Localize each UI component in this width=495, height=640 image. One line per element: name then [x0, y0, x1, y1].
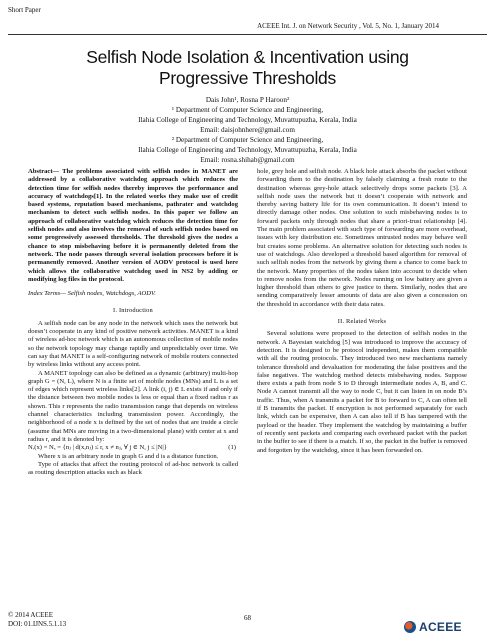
equation-body: Nᵣ(x) = Nₓ = {nⱼ | d(x,nⱼ) ≤ r, x ≠ nⱼ, ∀ j ∈ N, j ≤ |N|} — [28, 444, 167, 452]
title-line-1: Selfish Node Isolation & Incentivation using — [86, 47, 409, 67]
affiliation-line: ² Department of Computer Science and Engineering, — [171, 136, 324, 144]
paragraph: Several solutions were proposed to the detection of selfish nodes in the network. A Bayesian watchdog [5] was introduced to improve the accuracy of detection. It is designed to be protocol independent, makes them compatible with all the routing protocols. They introduced two new mechanisms namely tolerance threshold and devaluation for moderating the false positives and the false negatives. The watchdog method detects misbehaving nodes. Suppose there exists a path from node S to D through intermediate nodes A, B, and C. Node A cannot transmit all the way to node C, but it can listen in on node B’s traffic. Thus, when A transmits a packet for B to forward to C, A can often tell if B transmits the packet. If encryption is not performed separately for each link, which can be expensive, then A can also tell if B has tampered with the payload or the header. They implement the watchdog by maintaining a buffer of recently sent packets and comparing each overheard packet with the packet in the buffer to see if there is a match. If so, the packet in the buffer is removed and forgotten by the watchdog, since it has been forwarded on. — [257, 330, 467, 454]
left-column — [28, 168, 238, 477]
paper-title — [0, 47, 495, 89]
equation-number: (1) — [228, 444, 236, 452]
paragraph: A selfish node can be any node in the network which uses the network but doesn’t cooperate in any kind of positive network activities. MANET is a kind of wireless ad-hoc network which is an autonomous collection of mobile nodes so the network topology may change rapidly and unpredictably over time. We can say that MANET is a self-configuring network of mobile routers connected by wireless links without any access point. — [28, 319, 238, 369]
authors: Dais John¹, Rosna P Haroon² — [205, 96, 290, 104]
publisher-logo — [404, 620, 484, 634]
affiliation-line: Ilahia College of Engineering and Technology, Muvattupuzha, Kerala, India — [138, 146, 357, 154]
logo-text: ACEEE — [419, 620, 462, 634]
section-heading-introduction: I. Introduction — [113, 307, 153, 315]
paragraph: Type of attacks that affect the routing protocol of ad-hoc network is called as routing description attacks such as black — [28, 460, 238, 477]
author-block — [0, 95, 495, 165]
page-number: 68 — [244, 614, 251, 622]
paragraph: Where x is an arbitrary node in graph G and d is a distance function. — [38, 452, 219, 460]
paragraph: A MANET topology can also be defined as a dynamic (arbitrary) multi-hop graph G = (N, L), where N is a finite set of mobile nodes (MNs) and L is a set of edges which represent wireless links[2]. A link (i, j) ∈ L exists if and only if the distance between two mobile nodes is less or equal than a fixed radius r as shown. This r represents the radio transmission range that depends on wireless channel characteristics including transmission power. Accordingly, the neighborhood of a node x is defined by the set of nodes that are inside a circle (assume that MNs are moving in a two-dimensional plane) with center at x and radius r, and it is denoted by: — [28, 369, 238, 443]
header-rule — [8, 34, 487, 35]
globe-icon — [404, 621, 416, 633]
email-line: Email: rosna.shihab@gmail.com — [200, 156, 295, 164]
copyright: © 2014 ACEEE — [8, 611, 53, 619]
doi: DOI: 01.IJNS.5.1.13 — [8, 620, 67, 628]
paragraph: hole, grey hole and selfish node. A black hole attack absorbs the packet without forwarding them to the destination by falsely claiming a fresh route to the destination whereas grey-hole attack selectively drops some packets [3]. A selfish node uses the network but it doesn’t cooperate with network and thereby saving battery life for its own communication. It doesn’t intend to directly damage other nodes. One solution to such misbehaving nodes is to forward packets only through nodes that share a priori-trust relationship [4]. The main problem associated with such type of forwarding are more overhead, issues with key distribution etc. Sometimes untrusted nodes may behave well but creates some problems. An alternative solution for detecting such nodes is use of watchdogs. Also developed a threshold based algorithm for removal of such selfish nodes from the network by giving them a chance to come back to the network. Many properties of the nodes taken into account to decide when to remove nodes from the network. Nodes running on low battery are given a higher threshold than others to give justice to them. Similarly, nodes that are sending comparatively lesser amounts of data are also given a concession on the threshold in accordance with their data rates. — [257, 168, 467, 308]
title-line-2: Progressive Thresholds — [159, 68, 336, 88]
email-line: Email: daisjohnhere@gmail.com — [200, 126, 295, 134]
short-paper-label: Short Paper — [8, 6, 41, 14]
equation — [28, 444, 238, 452]
affiliation-line: ¹ Department of Computer Science and Engineering, — [171, 106, 324, 114]
right-column — [257, 168, 467, 455]
affiliation-line: Ilahia College of Engineering and Technology, Muvattupuzha, Kerala, India — [138, 116, 357, 124]
journal-header: ACEEE Int. J. on Network Security , Vol. 5, No. 1, January 2014 — [257, 22, 439, 30]
index-terms: Index Terms— Selfish nodes, Watchdogs, AODV. — [28, 290, 156, 298]
section-heading-related-works: II. Related Works — [337, 318, 387, 326]
abstract: Abstract— The problems associated with selfish nodes in MANET are addressed by a collaborative watchdog approach which reduces the detection time for selfish nodes thereby improves the performance and accuracy of watchdogs[1]. In the related works they make use of credit based systems, reputation based mechanisms, pathrater and watchdog mechanism to detect such selfish nodes. In this paper we follow an approach of collaborative watchdog which reduces the detection time for selfish nodes and also involves the removal of such selfish nodes based on some progressively assessed thresholds. The threshold gives the nodes a chance to stop misbehaving before it is permanently deleted from the network. The node passes through several isolation processes before it is permanently removed. Another version of AODV protocol is used here which allows the collaborative watchdog used in NS2 by adding or modifying log files in the protocol. — [28, 168, 238, 283]
